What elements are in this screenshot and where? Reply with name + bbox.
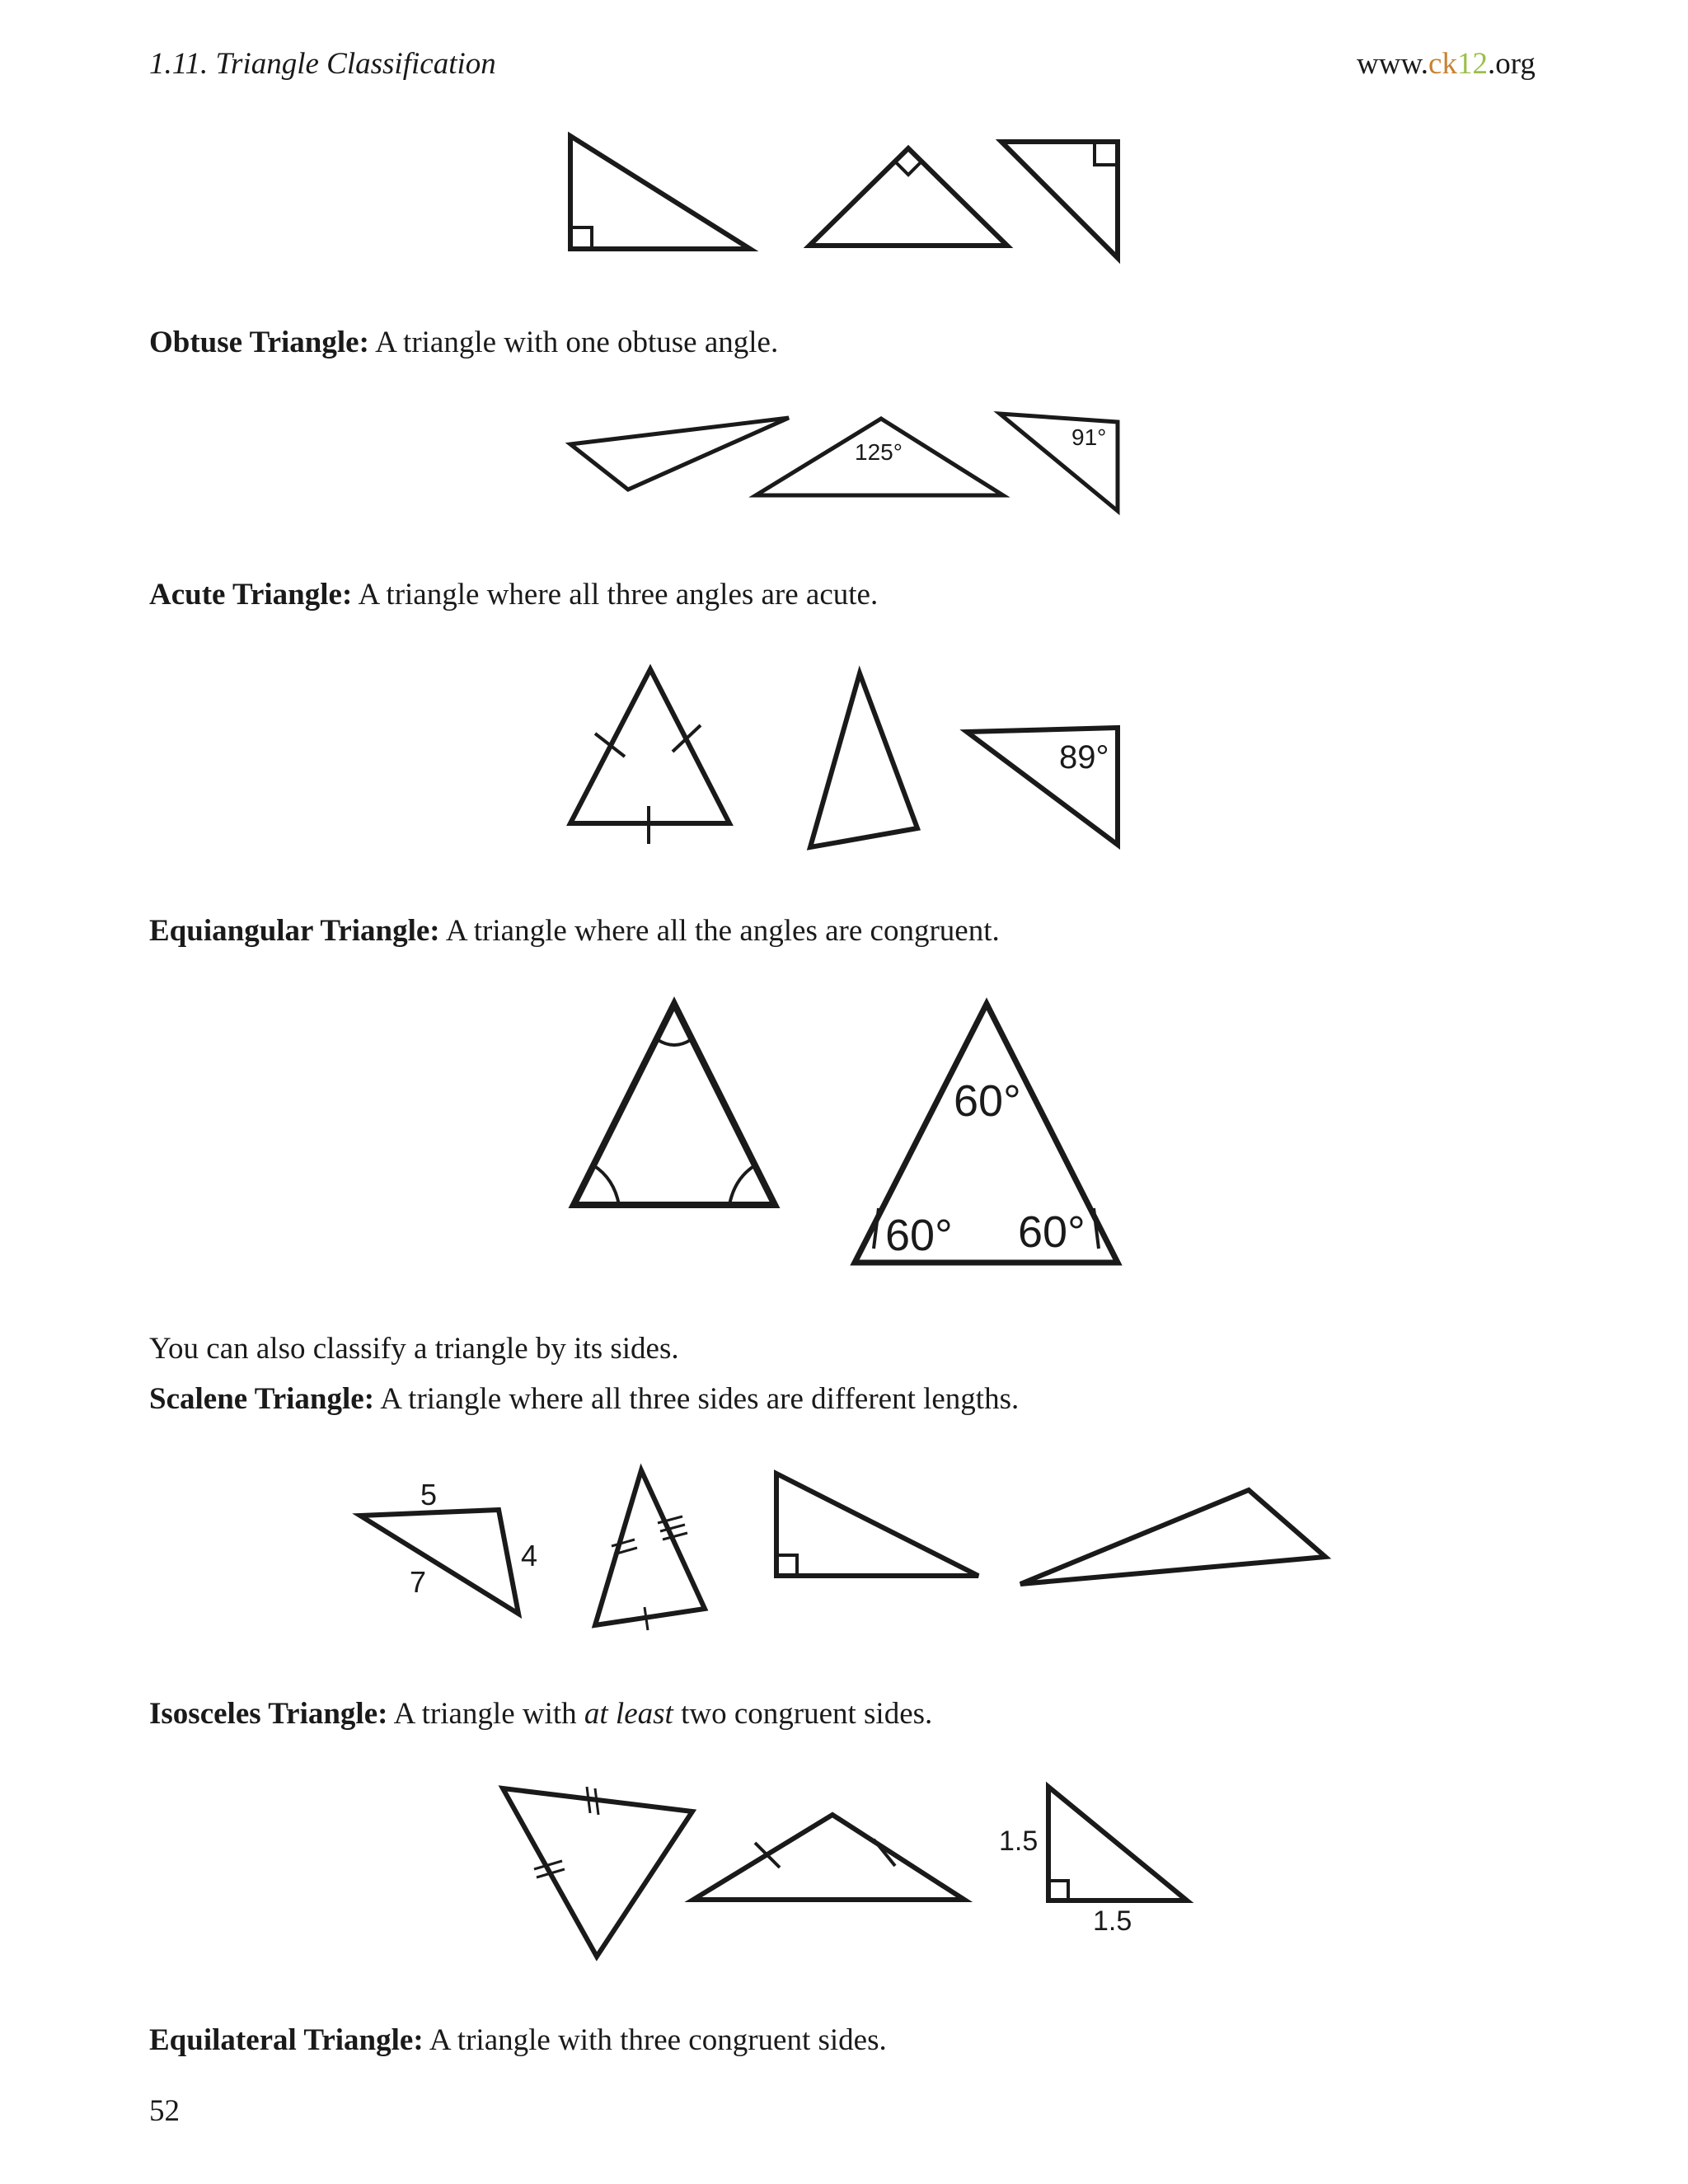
right-angle-marker (1095, 142, 1118, 165)
equiangular-triangles-figure (574, 1004, 1118, 1263)
term-scalene: Scalene Triangle: (149, 1382, 375, 1416)
right-triangle-3 (1001, 142, 1118, 258)
definition-equiangular (149, 913, 1000, 949)
acute-triangle-1 (570, 669, 729, 823)
definition-obtuse-text: A triangle with one obtuse angle. (368, 326, 779, 359)
leg-label-horizontal: 1.5 (1093, 1905, 1132, 1937)
angle-label-top: 60° (954, 1076, 1021, 1126)
term-isosceles: Isosceles Triangle: (149, 1697, 388, 1731)
definition-isosceles-text-before: A triangle with (387, 1697, 584, 1731)
definition-acute (149, 577, 878, 612)
scalene-triangle-2 (595, 1470, 705, 1625)
angle-label-left: 60° (885, 1211, 953, 1260)
scalene-triangle-4 (1020, 1490, 1325, 1584)
scalene-triangle-3 (776, 1474, 978, 1576)
scalene-triangles-figure (360, 1470, 1325, 1630)
term-equilateral: Equilateral Triangle: (149, 2023, 424, 2057)
tick-mark (612, 1540, 635, 1546)
right-triangle-2 (809, 148, 1007, 246)
tick-mark (673, 725, 701, 752)
definition-obtuse (149, 325, 778, 360)
right-angle-marker (895, 162, 921, 175)
obtuse-triangle-1 (570, 418, 789, 490)
side-label-5: 5 (420, 1478, 438, 1511)
term-equiangular: Equiangular Triangle: (149, 914, 440, 948)
scalene-triangle-1 (360, 1510, 518, 1614)
obtuse-angle-label-91: 91° (1071, 424, 1107, 450)
term-obtuse: Obtuse Triangle: (149, 326, 369, 359)
intro-sides-paragraph: You can also classify a triangle by its sides. (149, 1332, 679, 1366)
site-url-prefix: www. (1357, 47, 1429, 81)
definition-scalene-text: A triangle where all three sides are different lengths. (374, 1382, 1020, 1416)
definition-isosceles (149, 1696, 932, 1732)
right-triangles-figure (570, 136, 1118, 258)
definition-isosceles-emphasis: at least (584, 1697, 673, 1731)
angle-label-right: 60° (1018, 1207, 1085, 1257)
leg-label-vertical: 1.5 (999, 1825, 1039, 1857)
running-header-section: 1.11. Triangle Classification (149, 47, 496, 81)
tick-mark (595, 1788, 598, 1815)
side-label-4: 4 (521, 1539, 538, 1572)
definition-acute-text: A triangle where all three angles are acute. (352, 578, 879, 612)
isosceles-triangles-figure (503, 1787, 1187, 1957)
definition-equilateral (149, 2022, 887, 2058)
obtuse-angle-label-125: 125° (855, 439, 903, 465)
right-angle-marker (776, 1555, 797, 1576)
tick-mark (645, 1607, 648, 1630)
site-url-suffix: .org (1487, 47, 1536, 81)
definition-scalene (149, 1381, 1019, 1417)
definition-equiangular-text: A triangle where all the angles are congruent. (439, 914, 1000, 948)
site-url-ck: ck (1428, 47, 1457, 81)
right-angle-marker (570, 227, 592, 249)
tick-mark (587, 1787, 590, 1813)
side-label-7: 7 (410, 1565, 427, 1599)
term-acute: Acute Triangle: (149, 578, 353, 612)
acute-triangle-2 (810, 673, 917, 847)
right-angle-marker (1048, 1881, 1068, 1900)
page-number: 52 (149, 2094, 180, 2128)
tick-mark (595, 733, 625, 757)
angle-arc (657, 1039, 692, 1045)
acute-angle-label-89: 89° (1059, 739, 1109, 776)
angle-arc (729, 1165, 755, 1205)
right-triangle-1 (570, 136, 750, 249)
angle-arc (593, 1165, 619, 1205)
site-url-num: 12 (1456, 47, 1488, 81)
definition-isosceles-text-after: two congruent sides. (673, 1697, 933, 1731)
isosceles-triangle-2 (693, 1815, 964, 1900)
obtuse-triangles-figure (570, 414, 1118, 511)
definition-equilateral-text: A triangle with three congruent sides. (423, 2023, 887, 2057)
acute-triangles-figure (570, 669, 1118, 847)
